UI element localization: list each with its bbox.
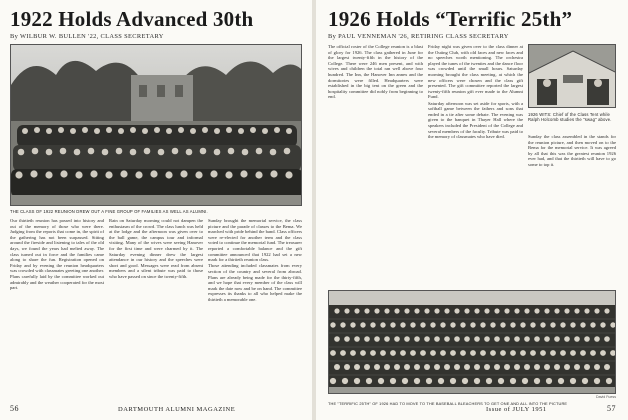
right-page: [316, 0, 628, 420]
left-byline: By WILBUR W. BULLEN '22, CLASS SECRETARY: [10, 33, 164, 40]
right-headline: 1926 Holds “Terrific 25th”: [328, 7, 573, 31]
right-column-1-text: The official roster of the College reunion is a blast of glory for 1926. The class gathered in June for the largest twenty-fifth in the history of the College. There were 246 men present, and with wives and children the total ran well above four hundred. The Inn, the Hanover Inn annex and the dormitories were filled. Headquarters were established in the big tent on the green and the hospitality committee did nobly from beginning to end.: [328, 44, 423, 100]
class-1926-photo-caption: THE "TERRIFIC 25TH" OF 1926 HAD TO MOVE TO THE BASEBALL BLEACHERS TO GET ONE AND ALL INTO THE PICTURE: [328, 401, 568, 406]
right-column-1: [328, 44, 423, 286]
class-tent-photo-caption: 1926 WITS: Chief of the Class Tent while Ralph Holcomb studies the "swag" above.: [528, 112, 612, 122]
left-column-1: [10, 218, 104, 402]
right-page-number: 57: [607, 404, 616, 413]
class-1926-bleachers-photo-image: [329, 291, 616, 394]
class-1922-photo-image: [11, 45, 302, 206]
left-column-3-text-a: Sunday brought the memorial service, the class picture and the parade of classes to the Bema. We marched with pride behind the band. Class officers were re-elected for another term and the class voted to continue the memorial fund. The treasurer reported a comfortable balance and the gift committee announced that 1922 had set a new mark for a thirtieth reunion class.: [208, 218, 302, 263]
photo-credit: David Fuess: [596, 395, 616, 399]
right-folio-issue: Issue of JULY 1951: [486, 406, 547, 413]
left-column-2-text: Rain on Saturday morning could not dampen the enthusiasm of the crowd. The class lunch was held at the lodge and the afternoon was given over to the ball game, the campus tour and informal visiting. Many of the wives were seeing Hanover for the first time and were charmed by it. The Saturday evening dinner drew the largest attendance in our history and the speeches were short and good. Messages were read from absent members and a silent tribute was paid to those who have passed on since the twenty-fifth.: [109, 218, 203, 279]
class-tent-photo: [528, 44, 616, 108]
right-column-3-text: Sunday the class assembled in the stands for the reunion picture, and then moved on to the Bema for the memorial service. It was agreed by all that this was the greatest reunion 1926 ever had, and that the thirtieth will have to go some to top it.: [528, 134, 616, 167]
right-column-3: [528, 134, 616, 286]
left-folio-title: DARTMOUTH ALUMNI MAGAZINE: [118, 406, 236, 413]
right-byline: By PAUL VENNEMAN '26, RETIRING CLASS SECRETARY: [328, 33, 509, 40]
class-1922-photo-caption: THE CLASS OF 1922 REUNION DREW OUT A FINE GROUP OF FAMILIES AS WELL AS ALUMNI.: [10, 209, 208, 214]
left-page: [0, 0, 312, 420]
class-1922-photo: [10, 44, 302, 206]
class-1926-bleachers-photo: [328, 290, 616, 394]
right-column-2: [428, 44, 523, 286]
right-column-2-text-b: Saturday afternoon was set aside for sports, with a softball game between the fathers and sons that ended in a tie after some debate. The evening was given to the banquet in Thayer Hall where the speakers included the President of the College and several members of the faculty. Tribute was paid to the memory of classmates who have died.: [428, 100, 523, 140]
left-folio: [10, 404, 27, 413]
left-column-1-text: Our thirtieth reunion has passed into history and out of the memory of those who were there. Judging from the reports that come in, the spirit of the gathering has not been surpassed. Sitting around the fireside and listening to tales of the old days, we found the years had melted away. The class turned out in force and the families came along to share the fun. Registration opened on Friday and by evening the reunion headquarters was crowded with classmates greeting one another. Plans carefully laid by the committee worked out admirably and the weather cooperated for the most part.: [10, 218, 104, 291]
left-column-2: [109, 218, 203, 402]
left-page-number: 56: [10, 404, 19, 413]
left-column-3-text-b: Those attending included classmates from every section of the country and several from abroad. Plans are already being made for the thirty-fifth, and we hope that every member of the class will mark the date now and be on hand. The committee expresses its thanks to all who helped make the thirtieth a memorable one.: [208, 263, 302, 302]
left-headline: 1922 Holds Advanced 30th: [10, 7, 254, 31]
right-folio: [597, 404, 616, 413]
right-column-2-text-a: Friday night was given over to the class dinner at the Outing Club, with old faces and new faces and no speeches worth mentioning. The orchestra played the tunes of the twenties and the dance floor was crowded until the small hours. Saturday morning brought the class meeting, at which the new officers were chosen and the class gift presented. The gift committee reported the largest twenty-fifth reunion gift ever made to the Alumni Fund.: [428, 44, 523, 100]
class-tent-photo-image: [529, 45, 616, 108]
left-column-3: [208, 218, 302, 402]
